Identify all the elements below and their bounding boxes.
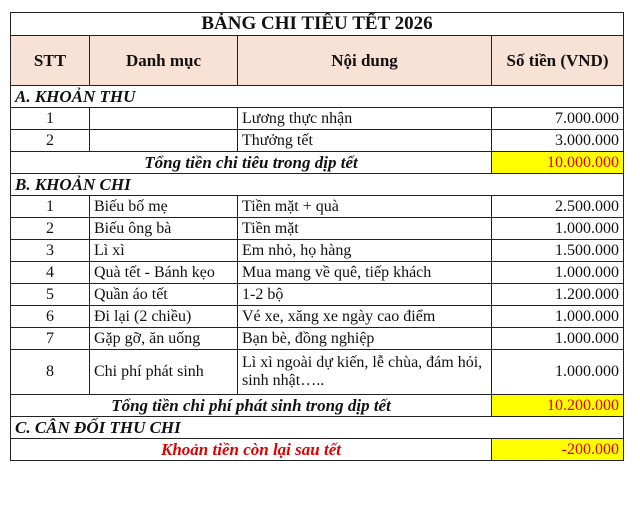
table-row: [11, 240, 624, 262]
section-income: A. KHOẢN THU: [11, 86, 624, 108]
header-content: Nội dung: [238, 36, 492, 86]
row-category: Đi lại (2 chiều): [90, 306, 238, 328]
balance-total: -200.000: [492, 439, 624, 461]
row-content: Tiền mặt + quà: [238, 196, 492, 218]
row-amount: 1.000.000: [492, 218, 624, 240]
table-row: [11, 262, 624, 284]
row-category: Quần áo tết: [90, 284, 238, 306]
row-stt: 4: [11, 262, 90, 284]
row-stt: 2: [11, 218, 90, 240]
table-row: [11, 284, 624, 306]
income-total: 10.000.000: [492, 152, 624, 174]
row-stt: 5: [11, 284, 90, 306]
row-stt: 3: [11, 240, 90, 262]
table-row: [11, 350, 624, 395]
row-content: Tiền mặt: [238, 218, 492, 240]
row-category: Chi phí phát sinh: [90, 350, 238, 395]
row-category: Biếu ông bà: [90, 218, 238, 240]
section-expense: B. KHOẢN CHI: [11, 174, 624, 196]
row-category: [90, 108, 238, 130]
row-stt: 8: [11, 350, 90, 395]
row-content: Thưởng tết: [238, 130, 492, 152]
row-content: 1-2 bộ: [238, 284, 492, 306]
row-content: Em nhỏ, họ hàng: [238, 240, 492, 262]
table-row: [11, 130, 624, 152]
row-category: Biếu bố mẹ: [90, 196, 238, 218]
row-stt: 6: [11, 306, 90, 328]
row-content: Lì xì ngoài dự kiến, lễ chùa, đám hỏi, sinh nhật…..: [238, 350, 492, 395]
section-balance: C. CÂN ĐỐI THU CHI: [11, 417, 624, 439]
header-stt: STT: [11, 36, 90, 86]
row-category: Lì xì: [90, 240, 238, 262]
row-amount: 1.200.000: [492, 284, 624, 306]
row-amount: 1.500.000: [492, 240, 624, 262]
table-row: [11, 218, 624, 240]
row-stt: 7: [11, 328, 90, 350]
row-amount: 1.000.000: [492, 350, 624, 395]
table-row: [11, 328, 624, 350]
row-stt: 1: [11, 108, 90, 130]
row-content: Mua mang về quê, tiếp khách: [238, 262, 492, 284]
expense-total: 10.200.000: [492, 395, 624, 417]
table-title: BẢNG CHI TIÊU TẾT 2026: [11, 13, 624, 36]
row-category: Gặp gỡ, ăn uống: [90, 328, 238, 350]
table-row: [11, 108, 624, 130]
table-row: [11, 306, 624, 328]
balance-label: Khoản tiền còn lại sau tết: [11, 439, 492, 461]
row-amount: 1.000.000: [492, 306, 624, 328]
row-amount: 7.000.000: [492, 108, 624, 130]
header-amount: Số tiền (VND): [492, 36, 624, 86]
row-amount: 2.500.000: [492, 196, 624, 218]
row-amount: 1.000.000: [492, 262, 624, 284]
row-amount: 3.000.000: [492, 130, 624, 152]
expense-total-label: Tổng tiền chi phí phát sinh trong dịp tết: [11, 395, 492, 417]
row-stt: 1: [11, 196, 90, 218]
income-total-label: Tổng tiền chi tiêu trong dịp tết: [11, 152, 492, 174]
row-amount: 1.000.000: [492, 328, 624, 350]
table-row: [11, 196, 624, 218]
expense-table: [10, 12, 624, 461]
header-category: Danh mục: [90, 36, 238, 86]
row-content: Bạn bè, đồng nghiệp: [238, 328, 492, 350]
row-stt: 2: [11, 130, 90, 152]
row-content: Lương thực nhận: [238, 108, 492, 130]
row-category: [90, 130, 238, 152]
row-category: Quà tết - Bánh kẹo: [90, 262, 238, 284]
row-content: Vé xe, xăng xe ngày cao điểm: [238, 306, 492, 328]
